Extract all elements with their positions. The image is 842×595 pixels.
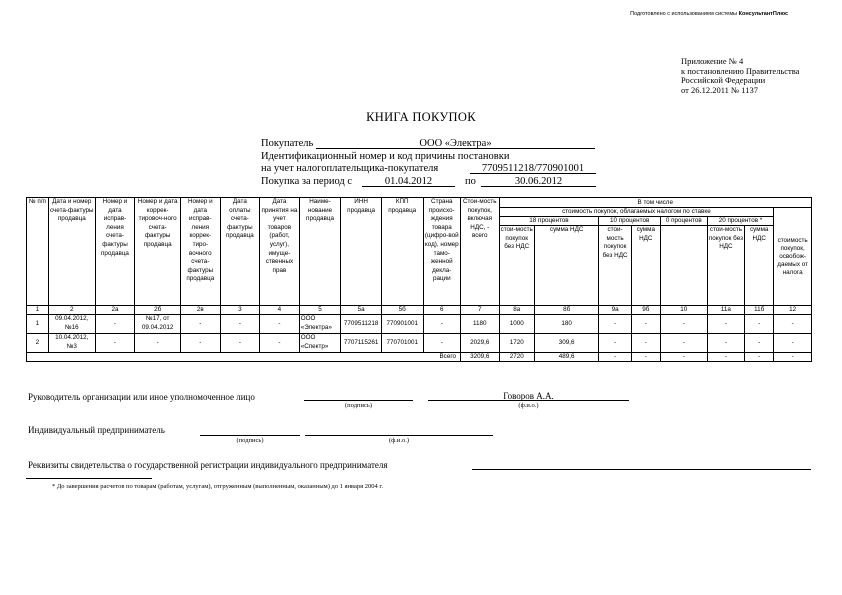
- cell-9a: -: [599, 315, 631, 334]
- col-number: 8б: [534, 306, 599, 315]
- col-header-kpp: КПП продавца: [381, 198, 423, 306]
- cell-inn: 7707115261: [341, 334, 382, 353]
- col-number: 11б: [745, 306, 774, 315]
- col-number: 6: [423, 306, 460, 315]
- cell-correction: -: [95, 334, 135, 353]
- col-header-in-total: В том числе: [499, 198, 811, 208]
- cell-payment-date: -: [220, 315, 260, 334]
- period-to-label: по: [465, 176, 476, 187]
- col-header-invoice: Дата и номер счета-фактуры продавца: [48, 198, 95, 306]
- head-label: Руководитель организации или иное уполномоченное лицо: [28, 392, 255, 402]
- period-from: 01.04.2012: [384, 176, 433, 187]
- col-number: 11а: [707, 306, 744, 315]
- cell-country: -: [423, 334, 460, 353]
- head-sign-caption: (подпись): [345, 402, 372, 409]
- cell-11a: -: [707, 315, 744, 334]
- cell-seller: ООО «Спектр»: [299, 334, 341, 353]
- total-9b: -: [631, 353, 660, 362]
- total-label: Всего: [27, 353, 461, 362]
- col-number: 2в: [181, 306, 221, 315]
- cell-inn: 7709511218: [341, 315, 382, 334]
- col-header-8b: сумма НДС: [534, 226, 599, 306]
- inn-label-1: Идентификационный номер и код причины постановки: [261, 151, 510, 162]
- col-number: 5а: [341, 306, 382, 315]
- total-10: -: [660, 353, 707, 362]
- col-header-adj-correction: Номер и дата исправ-ления коррек-тиро-вочного счета-фактуры продавца: [181, 198, 221, 306]
- ip-sign-caption: (подпись): [236, 437, 264, 444]
- col-number: 5б: [381, 306, 423, 315]
- ip-sign-line: [200, 426, 300, 436]
- cell-num: 2: [27, 334, 49, 353]
- col-number: 12: [774, 306, 812, 315]
- cell-11b: -: [745, 315, 774, 334]
- col-header-rate20: 20 процентов *: [707, 217, 774, 226]
- col-number: 5: [299, 306, 341, 315]
- purchase-book-table: [26, 197, 812, 362]
- cell-8a: 1000: [499, 315, 534, 334]
- source-brand: КонсультантПлюс: [738, 11, 788, 17]
- reg-line: [472, 460, 811, 470]
- col-header-10: [660, 226, 707, 306]
- cell-10: -: [660, 334, 707, 353]
- col-header-inn: ИНН продавца: [341, 198, 382, 306]
- page-title: КНИГА ПОКУПОК: [366, 110, 476, 124]
- cell-correction: -: [95, 315, 135, 334]
- head-name-caption: (ф.и.о.): [518, 402, 539, 409]
- cell-8a: 1720: [499, 334, 534, 353]
- inn-value: 7709511218/770901001: [481, 163, 585, 174]
- col-header-taxable: стоимость покупок, облагаемых налогом по ставке: [499, 208, 774, 217]
- table-row: [27, 315, 812, 334]
- period-to: 30.06.2012: [514, 176, 563, 187]
- cell-payment-date: -: [220, 334, 260, 353]
- col-number: 3: [220, 306, 260, 315]
- col-header-accept-date: Дата принятия на учет товаров (работ, услуг), имуще-ственных прав: [260, 198, 300, 306]
- col-number: 1: [27, 306, 49, 315]
- cell-12: -: [774, 315, 812, 334]
- cell-9b: -: [631, 315, 660, 334]
- cell-kpp: 770701001: [381, 334, 423, 353]
- total-row: [27, 353, 812, 362]
- footnote: * До завершения расчетов по товарам (работам, услугам), отгруженным (выполненным, оказанным) до 1 января 2004 г.: [52, 483, 383, 490]
- col-header-num: № п/п: [27, 198, 49, 306]
- col-header-country: Страна происхо-ждения товара (цифро-вой код), номер тамо-женной декла-рации: [423, 198, 460, 306]
- appendix-line: Приложение № 4: [681, 56, 744, 66]
- col-header-payment-date: Дата оплаты счета-фактуры продавца: [220, 198, 260, 306]
- total-11a: -: [707, 353, 744, 362]
- total-12: -: [774, 353, 812, 362]
- appendix-line: к постановлению Правительства: [681, 65, 800, 76]
- cell-kpp: 770901001: [381, 315, 423, 334]
- total-8b: 489,6: [534, 353, 599, 362]
- buyer-label: Покупатель: [261, 138, 314, 149]
- col-header-9a: стои-мость покупок без НДС: [599, 226, 631, 306]
- buyer-value: ООО «Электра»: [419, 138, 492, 149]
- col-number: 4: [260, 306, 300, 315]
- col-number: 9а: [599, 306, 631, 315]
- appendix-block: [681, 57, 799, 95]
- col-number: 2а: [95, 306, 135, 315]
- head-name: Говоров А.А.: [503, 391, 554, 401]
- col-header-total: Стои-мость покупок, включая НДС, - всего: [461, 198, 500, 306]
- total-11b: -: [745, 353, 774, 362]
- cell-12: -: [774, 334, 812, 353]
- col-header-adj-invoice: Номер и дата коррек-тировоч-ного счета-фактуры продавца: [135, 198, 181, 306]
- cell-adj-invoice: -: [135, 334, 181, 353]
- cell-11b: -: [745, 334, 774, 353]
- table-row: [27, 334, 812, 353]
- col-header-seller: Наиме-нование продавца: [299, 198, 341, 306]
- col-header-rate18: 18 процентов: [499, 217, 599, 226]
- col-header-exempt: стоимость покупок, освобож-даемых от налога: [774, 208, 812, 306]
- footnote-rule: [26, 472, 152, 479]
- col-header-11b: сумма НДС: [745, 226, 774, 306]
- cell-9b: -: [631, 334, 660, 353]
- cell-10: -: [660, 315, 707, 334]
- cell-adj-correction: -: [181, 315, 221, 334]
- cell-total: 1180: [461, 315, 500, 334]
- ip-name-caption: (ф.и.о.): [388, 437, 410, 444]
- cell-num: 1: [27, 315, 49, 334]
- col-number: 2: [48, 306, 95, 315]
- source-note: [630, 11, 788, 17]
- col-header-rate0: 0 процентов: [660, 217, 707, 226]
- ip-name-line: [305, 426, 493, 436]
- cell-country: -: [423, 315, 460, 334]
- col-header-8a: стои-мость покупок без НДС: [499, 226, 534, 306]
- total-value: 3209,6: [461, 353, 500, 362]
- total-8a: 2720: [499, 353, 534, 362]
- head-sign-line: [304, 391, 413, 401]
- reg-label: Реквизиты свидетельства о государственной регистрации индивидуального предпринимателя: [28, 460, 388, 470]
- cell-adj-correction: -: [181, 334, 221, 353]
- total-9a: -: [599, 353, 631, 362]
- appendix-line: от 26.12.2011 № 1137: [681, 84, 758, 95]
- col-number: 10: [660, 306, 707, 315]
- col-header-correction: Номер и дата исправ-ления счета-фактуры продавца: [95, 198, 135, 306]
- cell-8b: 309,6: [534, 334, 599, 353]
- col-header-11a: стои-мость покупок без НДС: [707, 226, 744, 306]
- col-number: 2б: [135, 306, 181, 315]
- cell-11a: -: [707, 334, 744, 353]
- cell-total: 2029,6: [461, 334, 500, 353]
- inn-label-2: на учет налогоплательщика-покупателя: [261, 163, 439, 174]
- cell-9a: -: [599, 334, 631, 353]
- cell-invoice: 09.04.2012, №16: [48, 315, 95, 334]
- cell-accept-date: -: [260, 315, 300, 334]
- cell-accept-date: -: [260, 334, 300, 353]
- cell-seller: ООО «Электра»: [299, 315, 341, 334]
- cell-adj-invoice: №17, от 09.04.2012: [135, 315, 181, 334]
- col-number: 7: [461, 306, 500, 315]
- col-number: 8а: [499, 306, 534, 315]
- cell-8b: 180: [534, 315, 599, 334]
- cell-invoice: 10.04.2012, №3: [48, 334, 95, 353]
- col-header-rate10: 10 процентов: [599, 217, 660, 226]
- source-note-prefix: Подготовлено с использованием системы: [630, 11, 738, 17]
- appendix-line: Российской Федерации: [681, 75, 766, 86]
- period-label: Покупка за период с: [261, 176, 353, 187]
- ip-label: Индивидуальный предприниматель: [28, 425, 165, 435]
- col-header-9b: сумма НДС: [631, 226, 660, 306]
- col-number: 9б: [631, 306, 660, 315]
